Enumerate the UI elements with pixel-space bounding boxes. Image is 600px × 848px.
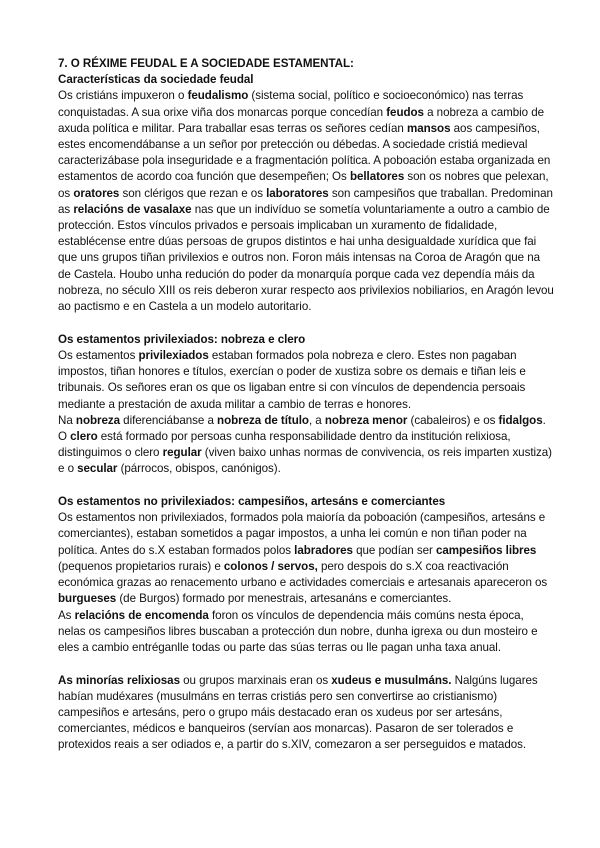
text-run: son os nobres que pelexan, os <box>58 170 549 200</box>
bold-term: campesiños libres <box>435 543 537 557</box>
spacer <box>58 656 554 673</box>
paragraph-non-privileged-estates <box>58 510 554 607</box>
text-run: (pequenos propietarios rurais) e <box>58 559 224 573</box>
spacer <box>58 478 554 495</box>
text-run: está formado por persoas cunha responsabilidade dentro da institución relixiosa, distinguimos o clero <box>58 429 511 460</box>
text-run: nas que un indivíduo se sometía voluntariamente a outro a cambio de protección. Estos vínculos privados e persoais implicaban un xuramento de fidalidade, establécense entre dúas persoas de grupos distintos e hai unha desigualdade xurídica que fai que uns grupos tiñan privilexios e outros non. Foron máis intensas na Coroa de Aragón que na de Castela. Houbo unha redución do poder da monarquía porque cada vez dependía máis da nobreza, no século XIII os reis deberon xurar respecto aos privilexios nobiliarios, en Aragón levou ao pactismo e en Castela a un modelo autoritario. <box>58 202 554 314</box>
section-heading-privileged-estates: Os estamentos privilexiados: nobreza e clero <box>58 332 306 346</box>
text-run: son campesiños que traballan. Predominan as <box>58 186 553 216</box>
paragraph-religious-minorities <box>58 673 554 754</box>
bold-term: bellatores <box>349 170 405 184</box>
document-title: 7. O RÉXIME FEUDAL E A SOCIEDADE ESTAMENTAL: <box>58 57 354 70</box>
text-run: (sistema social, político e socioeconómico) nas terras conquistadas. A sua orixe viña dos monarcas porque concedían <box>58 89 524 119</box>
text-run: (de Burgos) formado por menestrais, artesanáns e comerciantes. <box>116 592 452 606</box>
bold-term: secular <box>77 462 118 476</box>
text-run: foron os vínculos de dependencia máis comúns nesta época, nelas os campesiños libres buscaban a protección dun nobre, dunha igrexa ou dun mosteiro e eles a cambio entréganlle todas ou parte das súas terras ou lle pagan unha taxa anual. <box>58 608 538 654</box>
bold-term: nobreza de título <box>217 413 309 427</box>
text-run: (párrocos, obispos, canónigos). <box>117 462 281 476</box>
section-heading-feudal-society: Características da sociedade feudal <box>58 73 254 87</box>
text-run: son clérigos que rezan e os <box>119 186 267 200</box>
paragraph-encomenda <box>58 608 554 657</box>
text-run: Nalgúns lugares habían mudéxares (musulmáns en terras cristiás pero sen convertirse ao cristianismo) campesiños e artesáns, pero o grupo máis destacado eran os xudeus por ser artesáns, comerciantes, médicos e banqueiros (servían aos monarcas). Pasaron de ser tolerados e protexidos reais a ser odiados e, a partir do s.XIV, comezaron a ser perseguidos e matados. <box>58 673 538 752</box>
bold-term: clero <box>70 429 98 443</box>
paragraph-nobility-clergy <box>58 413 554 478</box>
bold-term: feudalismo <box>187 89 249 103</box>
bold-term: mansos <box>406 121 451 135</box>
bold-term: colonos / servos, <box>223 559 318 573</box>
section-heading-non-privileged-estates: Os estamentos no privilexiados: campesiños, artesáns e comerciantes <box>58 495 446 509</box>
bold-term: privilexiados <box>138 348 209 362</box>
document-page <box>58 56 554 754</box>
paragraph-privileged-estates <box>58 348 554 413</box>
text-run: Os estamentos <box>58 348 139 362</box>
text-run: que podían ser <box>352 543 436 557</box>
text-run: Na <box>58 413 76 427</box>
text-run: (viven baixo unhas normas de convivencia, os reis imparten xustiza) e o <box>58 446 552 476</box>
text-run: Os cristiáns impuxeron o <box>58 89 188 103</box>
bold-term: fidalgos <box>498 413 543 427</box>
bold-term: relacións de vasalaxe <box>73 202 192 216</box>
bold-term: burgueses <box>58 592 117 606</box>
text-run: aos campesiños, estes encomendábanse a un señor por pretección ou débedas. A sociedade cristiá medieval caracterizábase pola inseguridade e a fragmentación política. A poboación estaba organizada en estamentos de acordo coa función que desempeñen; Os <box>58 121 551 184</box>
bold-term: labradores <box>294 543 353 557</box>
bold-term: regular <box>162 446 202 460</box>
paragraph-feudalism <box>58 88 554 315</box>
bold-term: nobreza <box>75 413 121 427</box>
text-run: a nobreza a cambio de axuda política e militar. Para traballar esas terras os señores cedían <box>58 105 545 135</box>
bold-term: relacións de encomenda <box>74 608 209 622</box>
text-run: ou grupos marxinais eran os <box>179 673 332 687</box>
text-run: estaban formados pola nobreza e clero. Estes non pagaban impostos, tiñan honores e títulos, exercían o poder de xustiza sobre os demais e tiñan leis e tribunais. Os señores eran os que os ligaban entre si con vínculos de dependencia persoais mediante a prestación de axuda militar a cambio de terras e honores. <box>58 348 526 411</box>
text-run: Os estamentos non privilexiados, formados pola maioría da poboación (campesiños, artesáns e comerciantes), estaban sometidos a pagar impostos, a unha lei común e non tiñan poder na política. Antes do s.X estaban formados polos <box>58 511 546 557</box>
bold-term: oratores <box>73 186 120 200</box>
bold-term: As minorías relixiosas <box>58 673 180 687</box>
bold-term: xudeus e musulmáns. <box>331 673 452 687</box>
spacer <box>58 315 554 332</box>
text-run: As <box>58 608 75 622</box>
text-run: , a <box>308 413 325 427</box>
text-run: . O <box>58 413 546 443</box>
bold-term: nobreza menor <box>324 413 408 427</box>
bold-term: feudos <box>386 105 424 119</box>
bold-term: laboratores <box>266 186 329 200</box>
text-run: pero despois do s.X coa reactivación económica grazas ao renacemento urbano e actividades comerciais e artesanais apareceron os <box>58 559 548 590</box>
text-run: (cabaleiros) e os <box>407 413 499 427</box>
text-run: diferenciábanse a <box>120 413 218 427</box>
